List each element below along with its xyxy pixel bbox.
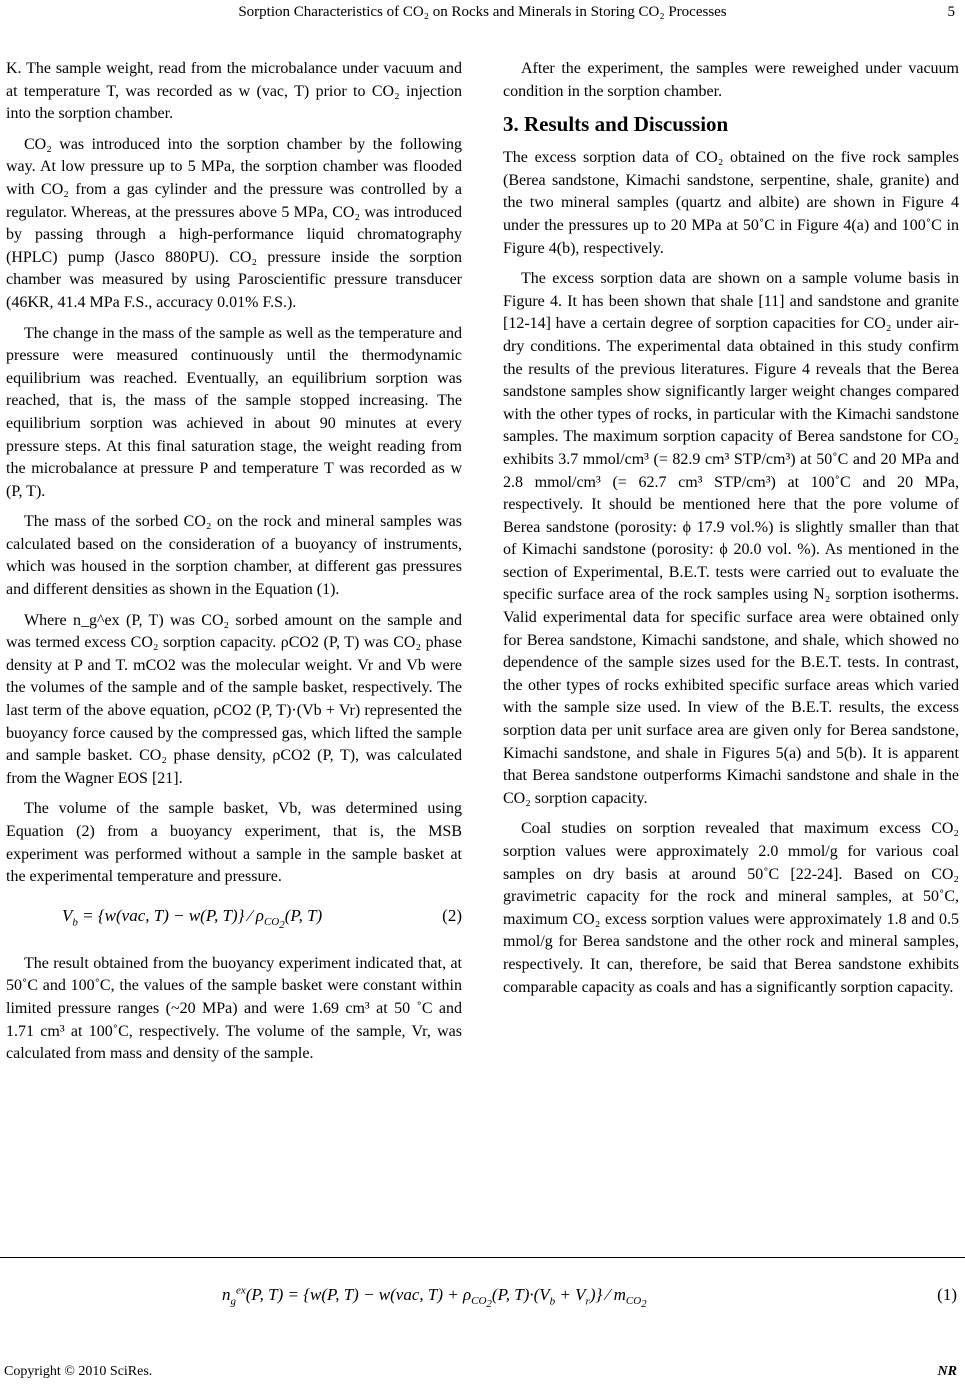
copyright-text: Copyright © 2010 SciRes. (4, 1364, 153, 1379)
equation-1-number: (1) (937, 1285, 957, 1304)
paragraph: After the experiment, the samples were reweighed under vacuum condition in the sorption chamber. (503, 60, 959, 100)
paragraph: The result obtained from the buoyancy experiment indicated that, at 50˚C and 100˚C, the values of the sample basket were constant within limited pressure ranges (~20 MPa) and were 1.69 cm³ at 50 ˚C and 1.71 cm³ at 100˚C, respectively. The volume of the sample, Vr, was calculated from mass and density of the sample. (6, 954, 462, 1063)
running-title: Sorption Characteristics of CO₂ on Rocks and Minerals in Storing CO₂ Processes (238, 4, 727, 20)
page-header (0, 4, 965, 30)
section-heading: 3. Results and Discussion (503, 112, 729, 137)
right-column (503, 58, 959, 1007)
paragraph: CO₂ was introduced into the sorption chamber by the following way. At low pressure up to 5 MPa, the sorption chamber was flooded with CO₂ from a gas cylinder and the pressure was controlled by a regulator. Whereas, at the pressures above 5 MPa, CO₂ was introduced by passing through a high-performance liquid chromatography (HPLC) pump (Jasco 880PU). CO₂ pressure inside the sorption chamber was measured by using Paroscientific pressure transducer (46KR, 41.4 MPa F.S., accuracy 0.01% F.S.). (6, 135, 462, 311)
paragraph: The volume of the sample basket, Vb, was determined using Equation (2) from a buoyancy experiment, that is, the MSB experiment was performed without a sample in the sample basket at the experimental temperature and pressure. (6, 800, 462, 886)
equation-1 (0, 1281, 965, 1321)
equation-1-expression: $n_g^{ex}(P$, T) = {w(P, T) − w(vac, $T) + \rho_{CO_2}(P$, $T)\cdot(V_b + V_r)$} ⁄ $m_{CO_2}$ (222, 1284, 647, 1311)
footnote-rule (0, 1257, 965, 1258)
page-number: 5 (947, 4, 955, 20)
paragraph: The excess sorption data are shown on a sample volume basis in Figure 4. It has been shown that shale [11] and sandstone and granite [12-14] have a certain degree of sorption capacities for CO₂ under air-dry conditions. The experimental data obtained in this study confirm the results of the previous literatures. Figure 4 reveals that the Berea sandstone samples show significantly larger weight changes compared with the other types of rocks, in particular with the Kimachi sandstone samples. The maximum sorption capacity of Berea sandstone for CO₂ exhibits 3.7 mmol/cm³ (= 82.9 cm³ STP/cm³) at 50˚C and 20 MPa and 2.8 mmol/cm³ (= 62.7 cm³ STP/cm³) at 100˚C and 20 MPa, respectively. It should be mentioned here that the pore volume of Berea sandstone (porosity: ϕ 17.9 vol.%) is slightly smaller than that of Kimachi sandstone (porosity: ϕ 20.0 vol. %). As mentioned in the section of Experimental, B.E.T. tests were carried out to evaluate the specific surface area of the rock samples using N₂ sorption isotherms. Valid experimental data for specific surface area were obtained only for Berea sandstone, Kimachi sandstone, and shale, which showed no dependence of the sample sizes used for the B.E.T. tests. In contrast, the other types of rocks exhibited specific surface areas which varied with the sample size used. In view of the B.E.T. results, the excess sorption data per unit surface area are given only for Berea sandstone, Kimachi sandstone, and shale in Figures 5(a) and 5(b). It is apparent that Berea sandstone outperforms Kimachi sandstone and shale in the CO₂ sorption capacity. (503, 270, 959, 807)
equation-2-expression: $V_b = \{w(vac$, T) − w(P, T)} ⁄ $\rho_{CO_2}(P$, T) (62, 905, 323, 932)
paragraph: K. The sample weight, read from the microbalance under vacuum and at temperature T, was recorded as w (vac, T) prior to CO₂ injection into the sorption chamber. (6, 60, 462, 123)
paragraph: The change in the mass of the sample as well as the temperature and pressure were measured continuously until the thermodynamic equilibrium was reached. Eventually, an equilibrium sorption was reached, that is, the mass of the sample stopped increasing. The equilibrium sorption was achieved in about 90 minutes at every pressure steps. At this final saturation stage, the weight reading from the microbalance at pressure P and temperature T was recorded as w (P, T). (6, 324, 462, 500)
left-column (6, 58, 462, 1074)
equation-2-number: (2) (442, 905, 462, 925)
paragraph: The excess sorption data of CO₂ obtained on the five rock samples (Berea sandstone, Kimachi sandstone, serpentine, shale, granite) and the two mineral samples (quartz and albite) are shown in Figure 4 under the pressures up to 20 MPa at 50˚C in Figure 4(a) and 100˚C in Figure 4(b), respectively. (503, 149, 959, 257)
journal-abbrev: NR (937, 1364, 957, 1379)
equation-2 (6, 897, 462, 939)
paragraph: The mass of the sorbed CO₂ on the rock and mineral samples was calculated based on the consideration of a buoyancy of instruments, which was housed in the sorption chamber, at different gas pressures and different densities as shown in the Equation (1). (6, 513, 462, 599)
paragraph: Coal studies on sorption revealed that maximum excess CO₂ sorption values were approximately 2.0 mmol/g for various coal samples on dry basis at around 50˚C [22-24]. Based on CO₂ gravimetric capacity for the rock and mineral samples, at 50˚C, maximum CO₂ excess sorption values were approximately 1.8 and 0.5 mmol/g for Berea sandstone and the other rock and mineral samples, respectively. It can, therefore, be said that Berea sandstone exhibits comparable capacity as coals and has a significantly sorption capacity. (503, 820, 959, 996)
paragraph: Where n_g^ex (P, T) was CO₂ sorbed amount on the sample and was termed excess CO₂ sorption capacity. ρCO2 (P, T) was CO₂ phase density at P and T. mCO2 was the molecular weight. Vr and Vb were the volumes of the sample and of the sample basket, respectively. The last term of the above equation, ρCO2 (P, T)·(Vb + Vr) represented the buoyancy force caused by the compressed gas, which lifted the sample and sample basket. CO₂ phase density, ρCO2 (P, T), was calculated from the Wagner EOS [21]. (6, 611, 462, 787)
page-footer (0, 1364, 965, 1384)
